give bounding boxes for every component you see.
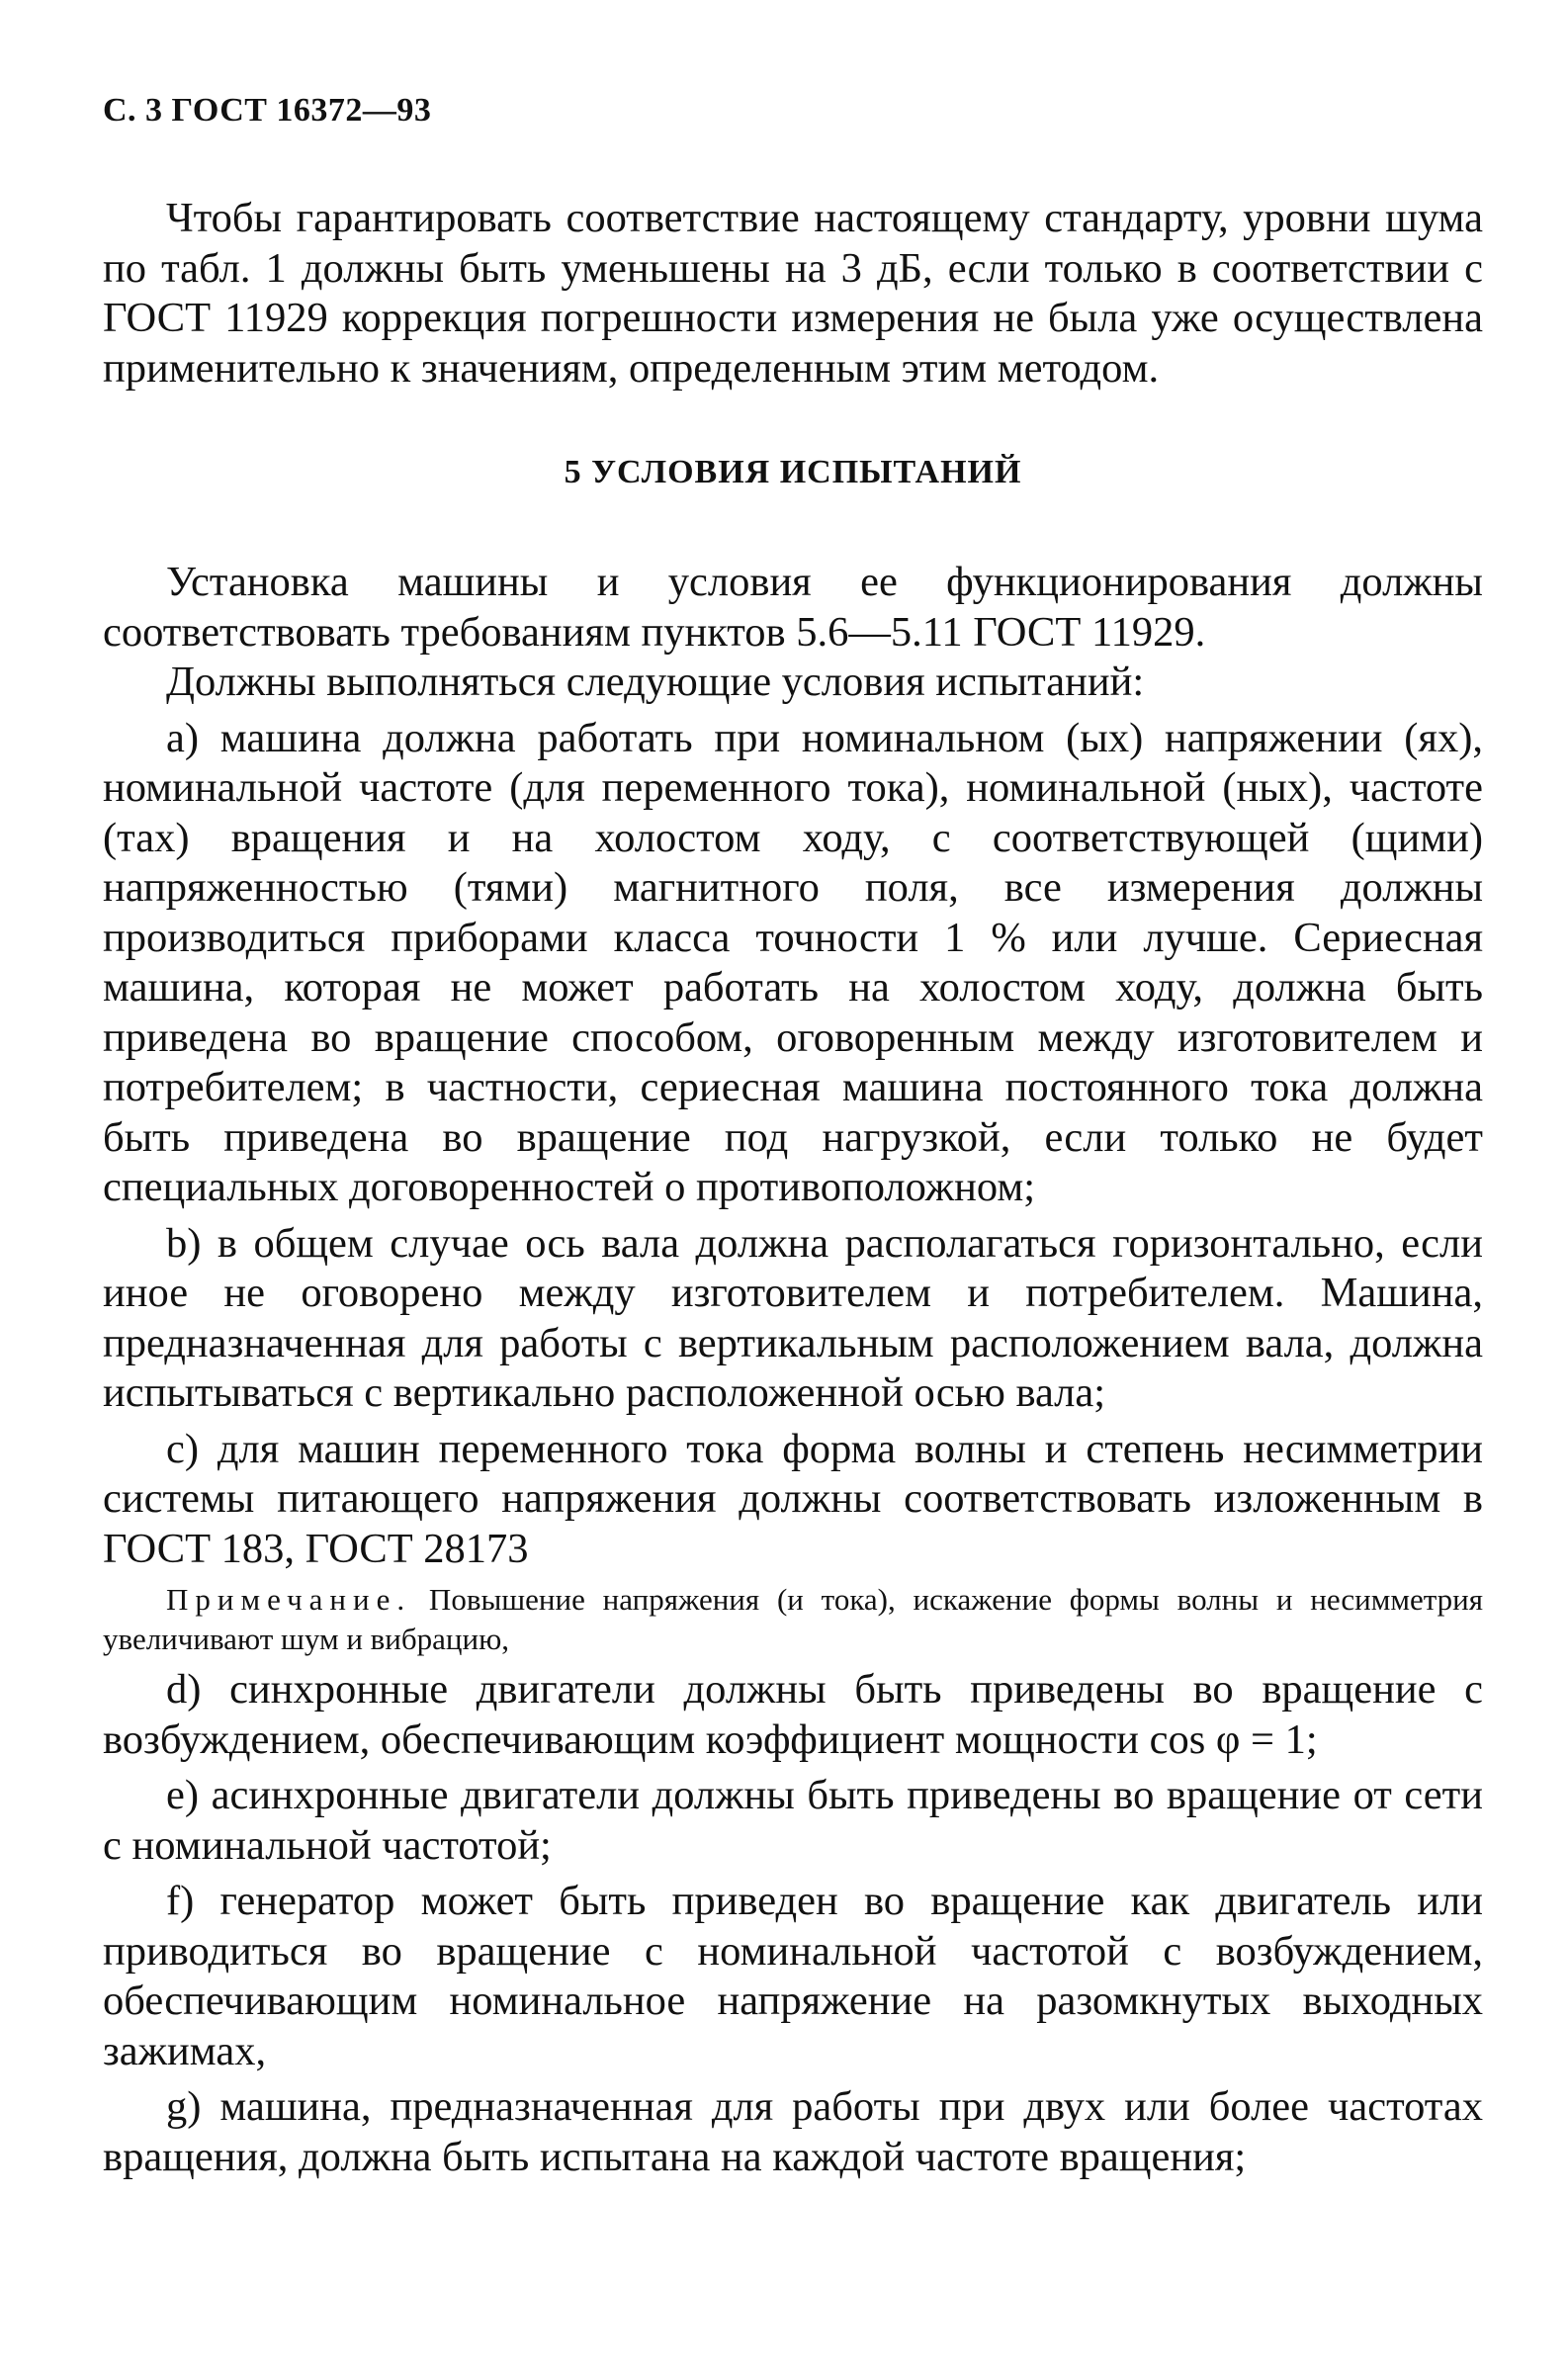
- note-paragraph: [103, 1580, 1483, 1659]
- section-title: 5 УСЛОВИЯ ИСПЫТАНИЙ: [564, 454, 1022, 490]
- list-item-a: а) машина должна работать при номинальном (ых) напряжении (ях), номинальной частоте (для переменного тока), номинальной (ных), частоте (тах) вращения и на холостом ходу, с соответствующей (щими) напряженностью (тями) магнитного поля, все измерения должны производиться приборами класса точности 1 % или лучше. Сериесная машина, которая не может работать на холостом ходу, должна быть приведена во вращение способом, оговоренным между изготовителем и потребителем; в частности, сериесная машина постоянного тока должна быть приведена во вращение под нагрузкой, если только не будет специальных договоренностей о противоположном;: [103, 714, 1483, 1210]
- paragraph-installation: Установка машины и условия ее функционирования должны соответствовать требованиям пунктов 5.6—5.11 ГОСТ 11929.: [103, 559, 1483, 656]
- list-item-d: d) синхронные двигатели должны быть приведены во вращение с возбуждением, обеспечивающим коэффициент мощности cos φ = 1;: [103, 1666, 1483, 1763]
- note-label: Примечание.: [166, 1582, 412, 1617]
- note-text: Повышение напряжения (и тока), искажение формы волны и несимметрия увеличивают шум и вибрацию,: [103, 1582, 1483, 1656]
- list-item-g: g) машина, предназначенная для работы при двух или более частотах вращения, должна быть испытана на каждой частоте вращения;: [103, 2083, 1483, 2180]
- list-item-e: e) асинхронные двигатели должны быть приведены во вращение от сети с номинальной частотой;: [103, 1772, 1483, 1869]
- document-page: [103, 91, 1483, 2182]
- list-item-b: b) в общем случае ось вала должна располагаться горизонтально, если иное не оговорено между изготовителем и потребителем. Машина, предназначенная для работы с вертикальным расположением вала, должна испытываться с вертикально расположенной осью вала;: [103, 1219, 1483, 1416]
- intro-paragraph: Чтобы гарантировать соответствие настоящему стандарту, уровни шума по табл. 1 должны быть уменьшены на 3 дБ, если только в соответствии с ГОСТ 11929 коррекция погрешности измерения не была уже осуществлена применительно к значениям, определенным этим методом.: [103, 195, 1483, 392]
- list-item-f: f) генератор может быть приведен во вращение как двигатель или приводиться во вращение с номинальной частотой с возбуждением, обеспечивающим номинальное напряжение на разомкнутых выходных зажимах,: [103, 1878, 1483, 2074]
- page-header: С. 3 ГОСТ 16372—93: [103, 92, 432, 129]
- list-item-c: с) для машин переменного тока форма волны и степень несимметрии системы питающего напряжения должны соответствовать изложенным в ГОСТ 183, ГОСТ 28173: [103, 1425, 1483, 1572]
- paragraph-conditions: Должны выполняться следующие условия испытаний:: [166, 659, 1145, 705]
